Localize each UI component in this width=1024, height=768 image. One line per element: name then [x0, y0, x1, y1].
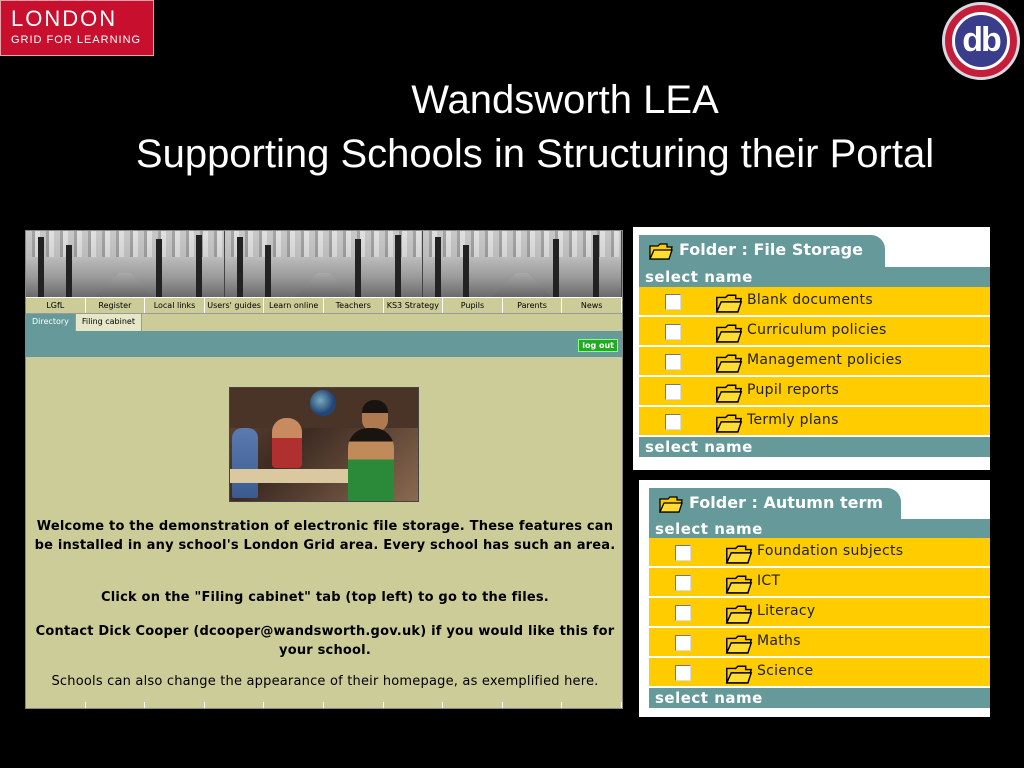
folder-icon — [715, 323, 743, 343]
nav-pupils[interactable]: Pupils — [443, 298, 503, 313]
list-item[interactable] — [649, 598, 990, 628]
folder-name-link[interactable]: Termly plans — [747, 412, 839, 428]
autumn-term-panel — [639, 480, 990, 717]
select-checkbox[interactable] — [675, 665, 691, 681]
folder-name-link[interactable]: Blank documents — [747, 292, 873, 308]
folder-icon — [715, 413, 743, 433]
folder-icon — [649, 242, 673, 260]
nav-teachers[interactable]: Teachers — [324, 298, 384, 313]
portal-tabs — [26, 314, 622, 331]
folder-name-link[interactable]: Pupil reports — [747, 382, 840, 398]
autumn-term-folder-title: Folder : Autumn term — [689, 493, 883, 512]
nav-parents[interactable]: Parents — [503, 298, 563, 313]
list-item[interactable] — [649, 628, 990, 658]
list-item[interactable] — [639, 377, 990, 407]
folder-icon — [715, 353, 743, 373]
click-instruction-text: Click on the "Filing cabinet" tab (top left) to go to the files. — [101, 590, 549, 605]
autumn-term-folder-tab — [649, 488, 901, 520]
appearance-note-text: Schools can also change the appearance of their homepage, as exemplified here. — [51, 674, 599, 689]
list-item[interactable] — [639, 407, 990, 437]
folder-icon — [725, 634, 753, 654]
autumn-term-header: select name — [649, 519, 990, 539]
banner-image — [26, 231, 622, 297]
folder-name-link[interactable]: ICT — [757, 573, 781, 589]
folder-name-link[interactable]: Literacy — [757, 603, 816, 619]
contact-text: Contact Dick Cooper (dcooper@wandsworth.gov.uk) if you would like this for your school. — [35, 624, 615, 658]
portal-toolbar — [26, 331, 622, 357]
file-storage-list — [639, 287, 990, 437]
folder-icon — [715, 383, 743, 403]
nav-ks3-strategy[interactable]: KS3 Strategy — [384, 298, 444, 313]
folder-icon — [725, 544, 753, 564]
folder-icon — [715, 293, 743, 313]
select-checkbox[interactable] — [665, 354, 681, 370]
file-storage-footer: select name — [639, 437, 990, 457]
tab-directory[interactable]: Directory — [26, 314, 76, 331]
tab-filing-cabinet[interactable]: Filing cabinet — [76, 314, 142, 331]
portal-footer — [26, 702, 622, 708]
file-storage-header: select name — [639, 267, 990, 287]
lgfl-logo-line1: LONDON — [11, 6, 118, 31]
nav-users-guides[interactable]: Users' guides — [205, 298, 265, 313]
folder-name-link[interactable]: Foundation subjects — [757, 543, 904, 559]
nav-register[interactable]: Register — [86, 298, 146, 313]
select-checkbox[interactable] — [665, 294, 681, 310]
select-checkbox[interactable] — [665, 414, 681, 430]
portal-screenshot — [25, 230, 623, 709]
select-checkbox[interactable] — [675, 575, 691, 591]
folder-icon — [725, 604, 753, 624]
welcome-text: Welcome to the demonstration of electronic file storage. These features can be installed in any school's London Grid area. Every school has such an area. — [34, 519, 616, 553]
list-item[interactable] — [649, 538, 990, 568]
autumn-term-footer: select name — [649, 688, 990, 708]
select-checkbox[interactable] — [665, 384, 681, 400]
db-logo-text: db — [952, 12, 1010, 70]
folder-icon — [659, 495, 683, 513]
select-checkbox[interactable] — [675, 545, 691, 561]
list-item[interactable] — [639, 287, 990, 317]
folder-icon — [725, 664, 753, 684]
select-checkbox[interactable] — [675, 605, 691, 621]
classroom-photo — [229, 387, 419, 502]
nav-lgfl[interactable]: LGfL — [26, 298, 86, 313]
autumn-term-list — [649, 538, 990, 688]
file-storage-panel — [633, 227, 990, 470]
logout-button[interactable]: log out — [578, 339, 618, 352]
db-logo — [942, 2, 1020, 80]
lgfl-logo-line2: GRID FOR LEARNING — [11, 34, 142, 46]
nav-news[interactable]: News — [562, 298, 622, 313]
select-checkbox[interactable] — [675, 635, 691, 651]
slide-title-line2: Supporting Schools in Structuring their Portal — [135, 132, 935, 176]
folder-name-link[interactable]: Curriculum policies — [747, 322, 887, 338]
nav-local-links[interactable]: Local links — [145, 298, 205, 313]
list-item[interactable] — [639, 347, 990, 377]
list-item[interactable] — [649, 568, 990, 598]
select-checkbox[interactable] — [665, 324, 681, 340]
portal-nav — [26, 297, 622, 314]
slide-title-line1: Wandsworth LEA — [411, 78, 719, 122]
folder-name-link[interactable]: Maths — [757, 633, 801, 649]
lgfl-logo — [0, 0, 154, 56]
folder-name-link[interactable]: Management policies — [747, 352, 903, 368]
nav-learn-online[interactable]: Learn online — [264, 298, 324, 313]
file-storage-folder-tab — [639, 235, 885, 267]
folder-icon — [725, 574, 753, 594]
list-item[interactable] — [639, 317, 990, 347]
folder-name-link[interactable]: Science — [757, 663, 814, 679]
file-storage-folder-title: Folder : File Storage — [679, 240, 863, 259]
list-item[interactable] — [649, 658, 990, 688]
